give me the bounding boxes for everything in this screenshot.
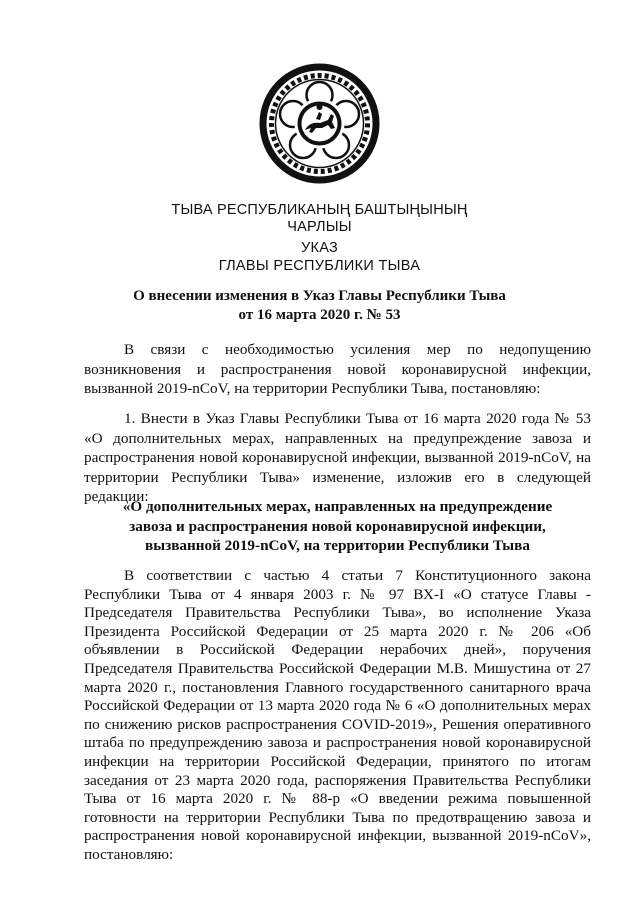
org-name-line-1: ТЫВА РЕСПУБЛИКАНЫҢ БАШТЫҢЫНЫҢ [171, 202, 468, 218]
doc-title-line-2: от 16 марта 2020 г. № 53 [238, 307, 401, 323]
doc-title-line-1: О внесении изменения в Указ Главы Республики Тыва [133, 288, 506, 304]
item-1-paragraph: 1. Внести в Указ Главы Республики Тыва от 16 марта 2020 года № 53 «О дополнительных мерах, направленных на предупреждение завоза и распространения новой коронавирусной инфекции, вызванной 2019-nCoV, на территории Республики Тыва» изменение, изложив его в следующей редакции: [84, 410, 591, 506]
tuva-coat-of-arms-icon [258, 62, 381, 185]
issuer: ГЛАВЫ РЕСПУБЛИКИ ТЫВА [218, 258, 421, 274]
preamble-paragraph: В связи с необходимостью усиления мер по недопущению возникновения и распространения новой коронавирусной инфекции, вызванной 2019-nCoV, на территории Республики Тыва, постановляю: [84, 341, 591, 398]
quoted-preamble-paragraph: В соответствии с частью 4 статьи 7 Конституционного закона Республики Тыва от 4 января 2003 г. № 97 ВХ-I «О статусе Главы - Председателя Правительства Республики Тыва», во исполнение Указа Президента Российской Федерации от 25 марта 2020 г. № 206 «Об объявлении в Российской Федерации нерабочих дней», поручения Председателя Правительства Российской Федерации М.В. Мишустина от 27 марта 2020 г., постановления Главного государственного санитарного врача Российской Федерации от 13 марта 2020 года № 6 «О дополнительных мерах по снижению рисков распространения COVID-2019», Решения оперативного штаба по предупреждению завоза и распространения новой коронавирусной инфекции на территории Российской Федерации, принятого по итогам заседания от 23 марта 2020 года, распоряжения Правительства Республики Тыва от 16 марта 2020 г. № 88-р «О введении режима повышенной готовности на территории Республики Тыва по предотвращению завоза и распространения новой коронавирусной инфекции, вызванной 2019-nCoV», постановляю: [84, 567, 591, 863]
quoted-title [84, 497, 591, 556]
quoted-title-line-2: завоза и распространения новой коронавирусной инфекции, [129, 517, 546, 535]
org-name-line-2: ЧАРЛЫЫ [287, 219, 352, 235]
quoted-title-line-3: вызванной 2019-nCoV, на территории Республики Тыва [145, 537, 530, 555]
quoted-title-line-1: «О дополнительных мерах, направленных на предупреждение [122, 498, 553, 515]
doc-type: УКАЗ [300, 240, 339, 256]
